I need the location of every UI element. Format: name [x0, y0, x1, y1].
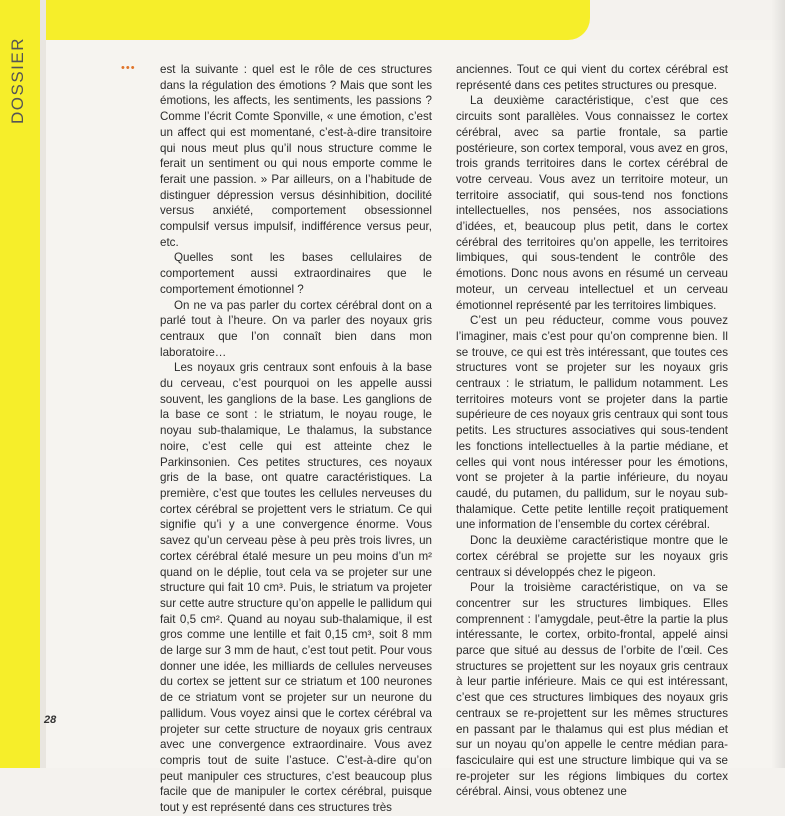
paragraph: anciennes. Tout ce qui vient du cortex cérébral est représenté dans ces petites structures ou presque. — [456, 63, 728, 92]
paragraph: Donc la deuxième caractéristique montre que le cortex cérébral se projette sur les noyaux gris centraux si développés chez le pigeon. — [456, 534, 728, 579]
paragraph: Les noyaux gris centraux sont enfouis à la base du cerveau, c’est pourquoi on les appelle aussi souvent, les ganglions de la base. Les ganglions de la base ce sont : le striatum, le noyau rouge, le noyau sub-thalamique, Le thalamus, la substance noire, c’est celle qui est atteinte chez le Parkinsonien. Ces petites structures, ces noyaux gris de la base, ont quatre caractéristiques. La première, c’est que toutes les cellules nerveuses du cortex cérébral se projettent vers le striatum. Ce qui signifie qu’i y a une convergence énorme. Vous savez qu’un cerveau pèse à peu près trois livres, un cortex cérébral étalé mesure un peu moins d’un m² quand on le déplie, tout cela va se projeter sur une structure qui fait 10 cm³. Puis, le striatum va projeter sur cette autre structure qu’on appelle le pallidum qui fait 0,5 cm². Quand au noyau sub-thalamique, il est gros comme une lentille et fait 0,15 cm³, soit 8 mm de large sur 3 mm de haut, c’est tout petit. Pour vous donner une idée, les milliards de cellules nerveuses du cortex se jettent sur ce striatum et 100 neurones de ce striatum vont se projeter sur un neurone du pallidum. Vous voyez ainsi que le cortex cérébral va projeter sur cette structure de noyaux gris centraux avec une convergence extraordinaire. Vous avez compris tout de suite l’astuce. C’est-à-dire qu’on peut manipuler ces structures, c’est beaucoup plus facile que de manipuler le cortex cérébral, puisque tout y est représenté dans ces structures très — [160, 361, 432, 815]
top-yellow-band — [0, 0, 590, 40]
binding-shadow — [771, 0, 785, 768]
section-label-vertical — [8, 34, 30, 124]
continuation-marker: ••• — [121, 62, 136, 74]
paragraph: La deuxième caractéristique, c’est que ces circuits sont parallèles. Vous connaissez le cortex cérébral, avec sa partie frontale, sa partie postérieure, son cortex temporal, vous avez en gros, trois grands territoires dans le cortex cérébral de votre cerveau. Vous avez un territoire moteur, un territoire associatif, qui sous-tend nos fonctions intellectuelles, nos pensées, nos associations d’idées, et, beaucoup plus petit, dans le cortex cérébral des territoires qu’on appelle, les territoires limbiques, qui sous-tendent le contrôle des émotions. Donc nous avons en résumé un cerveau moteur, un cerveau intellectuel et un cerveau émotionnel représenté par les territoires limbiques. — [456, 94, 728, 312]
section-label: DOSSIER — [8, 36, 27, 124]
paragraph: On ne va pas parler du cortex cérébral dont on a parlé tout à l’heure. On va parler des noyaux gris centraux que l’on connaît bien dans mon laboratoire… — [160, 298, 432, 359]
paragraph: Quelles sont les bases cellulaires de comportement aussi extraordinaires que le comportement émotionnel ? — [160, 251, 432, 296]
paragraph: C’est un peu réducteur, comme vous pouvez l’imaginer, mais c’est pour qu’on comprenne bien. Il se trouve, ce qui est très intéressant, que toutes ces structures vont se projeter sur les noyaux gris centraux : le striatum, le pallidum notamment. Les territoires moteurs vont se projeter dans la partie supérieure de ces noyaux gris centraux qui sont tous petits. Les structures associatives qui sous-tendent les fonctions intellectuelles à la partie médiane, et celles qui vont nous intéresser pour les émotions, vont se projeter à la partie inférieure, du noyau caudé, du putamen, du pallidum, sur le noyau sub-thalamique. Cette petite lentille reçoit pratiquement une information de l’ensemble du cortex cérébral. — [456, 314, 728, 532]
text-column-left — [160, 62, 432, 816]
text-column-right — [456, 62, 728, 800]
paragraph: est la suivante : quel est le rôle de ces structures dans la régulation des émotions ? Mais que sont les émotions, les affects, les sentiments, les passions ? Comme l’écrit Comte Sponville, « une émotion, c’est un affect qui est momentané, c’est-à-dire transitoire qui nous meut plus qu’il nous structure comme le ferait un sentiment ou qui nous emporte comme le ferait une passion. » Par ailleurs, on a l’habitude de distinguer dépression versus désinhibition, docilité versus anxiété, comportement obsessionnel compulsif versus impulsif, indifférence versus peur, etc. — [160, 63, 432, 249]
paragraph: Pour la troisième caractéristique, on va se concentrer sur les structures limbiques. Elles comprennent : l’amygdale, peut-être la partie la plus intéressante, le cortex, orbito-frontal, appelé ainsi parce que situé au dessus de l’orbite de l’œil. Ces structures se projettent sur les noyaux gris centraux à leur partie inférieure. Mais ce qui est intéressant, c’est que ces structures limbiques des noyaux gris centraux se re-projettent sur les mêmes structures en passant par le thalamus qui est plus médian et sur un noyau qu’on appelle le centre médian para-fasciculaire qui est une structure limbique qui va se re-projeter sur les régions limbiques du cortex cérébral. Ainsi, vous obtenez une — [456, 581, 728, 799]
page-number: 28 — [44, 714, 57, 726]
